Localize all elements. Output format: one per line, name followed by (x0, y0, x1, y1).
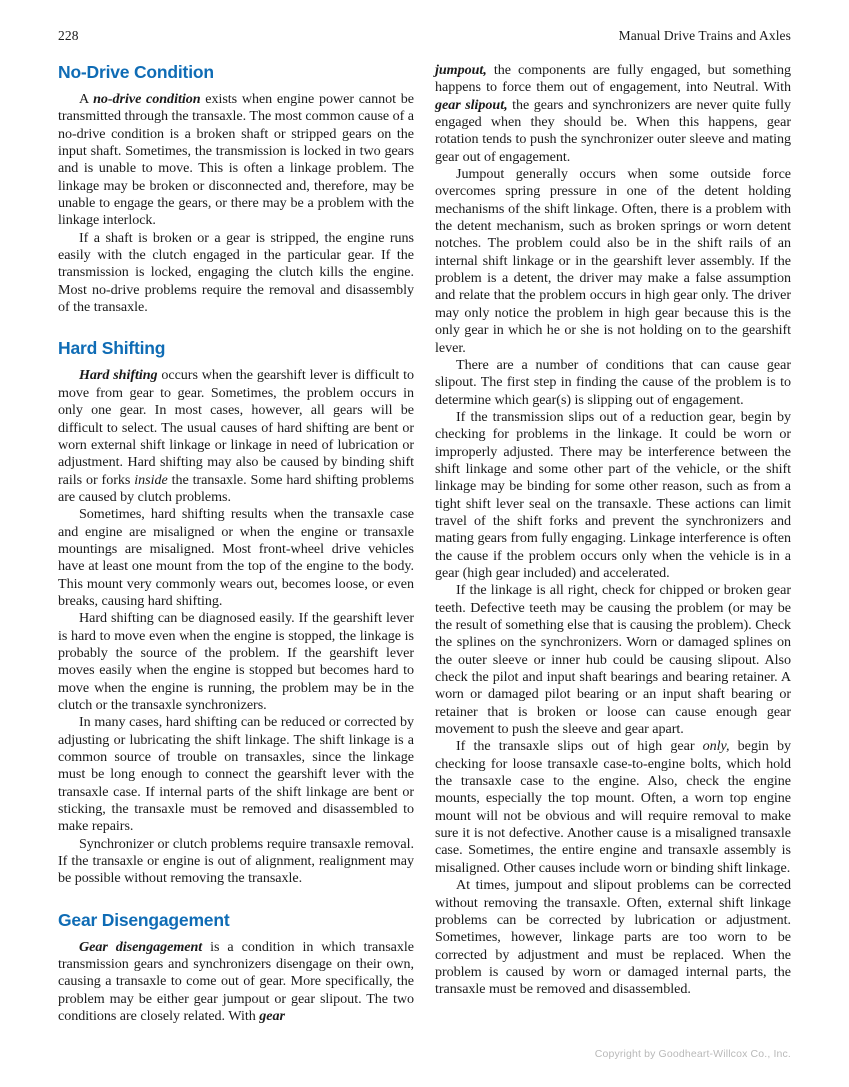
right-column (435, 62, 791, 1022)
heading-no-drive-condition: No-Drive Condition (58, 62, 214, 82)
paragraph-hard-shifting-1 (58, 367, 414, 506)
paragraph-no-drive-1 (58, 91, 414, 230)
page-number: 228 (58, 28, 79, 43)
paragraph-lead-in: If the transaxle slips out of high gear (456, 738, 703, 755)
paragraph-jumpout-continued (435, 62, 791, 166)
emphasis-inside: inside (134, 471, 168, 488)
paragraph-jumpout-causes: Jumpout generally occurs when some outside force overcomes spring pressure in one of the detent holding mechanisms of the shift linkage. Often, there is a problem with the detent mechanism, such as broken springs or worn detent notches. The problem could also be in the shift rails of an internal shift linkage or in the gearshift lever assembly. If the problem is a detent, the driver may make a false assumption and relate that the problem occurs in high gear only. The driver may only notice the problem in high gear because this is the only gear in which he or she is not holding on to the gearshift lever. (435, 166, 791, 356)
paragraph-text-tail: the transaxle. Some hard shifting problems are caused by clutch problems. (58, 471, 414, 505)
body-columns (58, 62, 792, 1025)
paragraph-correction-summary: At times, jumpout and slipout problems can be corrected without removing the transaxle. Often, external shift linkage problems can be corrected by lubrication or adjustment. Sometimes, however, linkage parts are too worn to be corrected by adjustment and must be replaced. When the problem is caused by worn or damaged internal parts, the transaxle must be removed and disassembled. (435, 877, 791, 998)
copyright-notice: Copyright by Goodheart-Willcox Co., Inc. (594, 1048, 791, 1060)
paragraph-hard-shifting-3: Hard shifting can be diagnosed easily. If the gearshift lever is hard to move even when the engine is stopped, the linkage is probably the source of the problem. If the gearshift lever moves easily when the engine is stopped but becomes hard to move when the engine is running, the problem may be in the clutch or the transaxle synchronizers. (58, 610, 414, 713)
running-head (58, 28, 791, 46)
key-term-gear-continued: gear (259, 1008, 285, 1025)
paragraph-text: the components are fully engaged, but something happens to force them out of engagement, into Neutral. With (435, 62, 791, 96)
paragraph-gear-disengagement-1 (58, 939, 414, 1026)
key-term-no-drive-condition: no-drive condition (93, 91, 201, 107)
paragraph-hard-shifting-2: Sometimes, hard shifting results when the transaxle case and engine are misaligned or when the engine or transaxle mountings are misaligned. Most front-wheel drive vehicles have at least one mount from the top of the engine to the body. This mount very commonly wears out, becomes loose, or even breaks, causing hard shifting. (58, 506, 414, 609)
left-column (58, 62, 415, 1025)
heading-gear-disengagement: Gear Disengagement (58, 909, 230, 930)
paragraph-reduction-gear: If the transmission slips out of a reduction gear, begin by checking for problems in the linkage. It could be worn or improperly adjusted. There may be interference between the shift linkage and some other part of the vehicle, or the shift linkage may be binding for some other reason, such as from a tight shift lever seal on the transaxle. These actions can limit travel of the shift forks and prevent the synchronizers and mating gears from fully engaging. Linkage interference is often the cause if the problem occurs only when the vehicle is in a gear (high gear included) and accelerated. (435, 408, 791, 581)
paragraph-text: exists when engine power cannot be transmitted through the transaxle. The most common cause of a no-drive condition is a broken shaft or stripped gears on the input shaft. Sometimes, the transmission is locked in two gears and is unable to move. This is often a linkage problem. The linkage may be broken or disconnected and, therefore, may be unable to engage the gears, or there may be a problem with the linkage interlock. (58, 91, 414, 229)
key-term-hard-shifting: Hard shifting (79, 367, 158, 384)
paragraph-lead-in: A (79, 91, 94, 107)
paragraph-no-drive-2: If a shaft is broken or a gear is stripped, the engine runs easily with the clutch engaged in the particular gear. If the transmission is locked, engaging the clutch kills the engine. Most no-drive problems require the removal and disassembly of the transaxle. (58, 229, 414, 316)
paragraph-text-tail: begin by checking for loose transaxle case-to-engine bolts, which hold the transaxle case to the engine. Also, check the engine mounts, especially the top mount. Often, a worn top engine mount will not be obvious and will require removal to make sure it is not defective. Another cause is a misaligned transaxle case. Sometimes, the entire engine and transaxle assembly is misaligned. Other causes include worn or binding shift linkage. (435, 738, 792, 876)
book-title: Manual Drive Trains and Axles (618, 28, 791, 43)
key-term-jumpout: jumpout, (435, 62, 487, 78)
paragraph-text: is a condition in which transaxle transmission gears and synchronizers disengage on their own, causing a transaxle to come out of gear. More specifically, the problem may be either gear jumpout or gear slipout. The two conditions are closely related. With (58, 938, 415, 1025)
paragraph-high-gear-slipout (435, 738, 791, 877)
emphasis-only: only, (702, 738, 730, 755)
paragraph-slipout-conditions: There are a number of conditions that can cause gear slipout. The first step in finding the cause of the problem is to determine which gear(s) is slipping out of engagement. (435, 356, 791, 408)
key-term-gear-disengagement: Gear disengagement (79, 938, 203, 955)
paragraph-hard-shifting-5: Synchronizer or clutch problems require transaxle removal. If the transaxle or engine is out of alignment, realignment may be possible without removing the transaxle. (58, 835, 414, 887)
paragraph-hard-shifting-4: In many cases, hard shifting can be reduced or corrected by adjusting or lubricating the shift linkage. The shift linkage is a common source of trouble on transaxles, since the linkage must be long enough to connect the gearshift lever with the transaxle case. If internal parts of the shift linkage are bent or sticking, the transaxle must be removed and disassembled to make repairs. (58, 714, 414, 835)
key-term-gear-slipout: gear slipout, (435, 96, 508, 113)
heading-hard-shifting: Hard Shifting (58, 338, 166, 359)
paragraph-text-tail: the gears and synchronizers are never quite fully engaged when they should be. When this happens, gear rotation tends to push the synchronizer outer sleeve and mating gear out of engagement. (435, 96, 791, 165)
paragraph-gear-teeth-check: If the linkage is all right, check for chipped or broken gear teeth. Defective teeth may be causing the problem (or may be the result of something else that is causing the problem). Check the splines on the synchronizers. Worn or damaged splines on the outer sleeve or inner hub could be causing slipout. Also check the pilot and input shaft bearings and bearing retainer. A worn or damaged pilot bearing or an input shaft bearing or retainer that is broken or loose can cause enough gear movement to push the sleeve and gear apart. (435, 582, 791, 738)
paragraph-text: occurs when the gearshift lever is difficult to move from gear to gear. Sometimes, the problem occurs in only one gear. In most cases, however, all gears will be difficult to select. The usual causes of hard shifting are bent or worn external shift linkage or linkage in need of lubrication or adjustment. Hard shifting may also be caused by binding shift rails or forks (58, 367, 414, 488)
